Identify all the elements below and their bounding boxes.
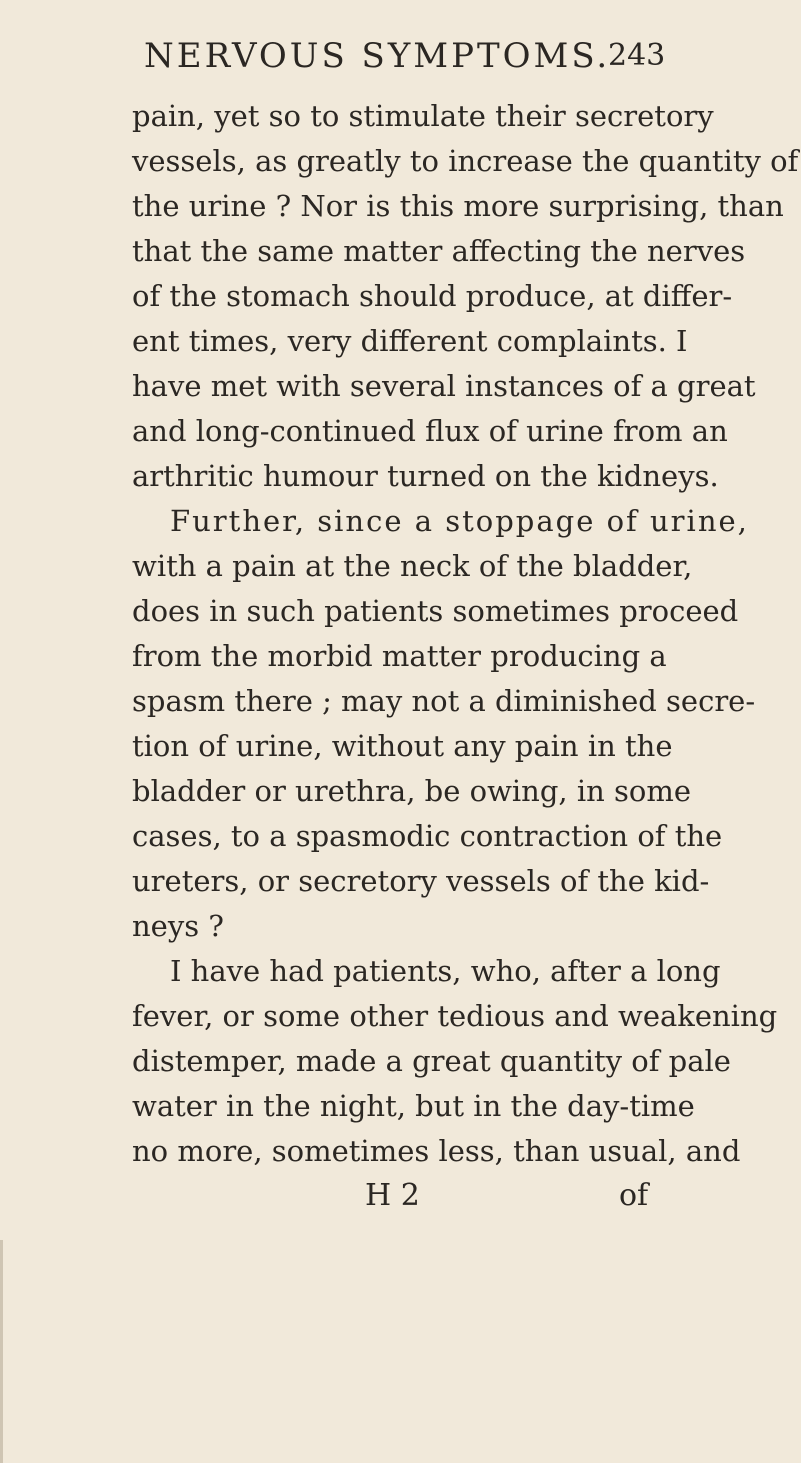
text-line: neys ? [132,909,224,943]
text-line: distemper, made a great quantity of pale [132,1044,731,1078]
text-line: cases, to a spasmodic contraction of the [132,819,723,853]
text-line: I have had patients, who, after a long [170,954,721,988]
catchword: of [619,1178,649,1213]
text-line: that the same matter affecting the nerves [132,234,746,268]
text-line: have met with several instances of a great [132,369,756,403]
text-line: from the morbid matter producing a [132,639,667,673]
page-number: 243 [608,38,666,73]
page-edge-shadow [0,1240,3,1463]
text-line: and long-continued flux of urine from an [132,414,728,448]
text-line: ent times, very different complaints. I [132,324,688,358]
text-line: pain, yet so to stimulate their secretory [132,99,714,133]
text-line: ureters, or secretory vessels of the kid- [132,864,710,898]
signature-mark: H 2 [365,1178,420,1213]
text-line: fever, or some other tedious and weakening [132,999,778,1033]
text-line: no more, sometimes less, than usual, and [132,1134,741,1168]
text-line: vessels, as greatly to increase the quantity of [132,144,799,178]
text-line: bladder or urethra, be owing, in some [132,774,692,808]
text-line: of the stomach should produce, at differ- [132,279,733,313]
text-line: with a pain at the neck of the bladder, [132,549,693,583]
text-line: water in the night, but in the day-time [132,1089,695,1123]
text-line: arthritic humour turned on the kidneys. [132,459,719,493]
text-line: tion of urine, without any pain in the [132,729,673,763]
page-header [0,36,801,76]
text-line: Further, since a stoppage of urine, [170,504,749,538]
text-line: spasm there ; may not a diminished secre- [132,684,756,718]
text-line: the urine ? Nor is this more surprising, than [132,189,784,223]
text-line: does in such patients sometimes proceed [132,594,739,628]
running-title: NERVOUS SYMPTOMS. [144,36,611,76]
page-footer [0,1178,801,1218]
